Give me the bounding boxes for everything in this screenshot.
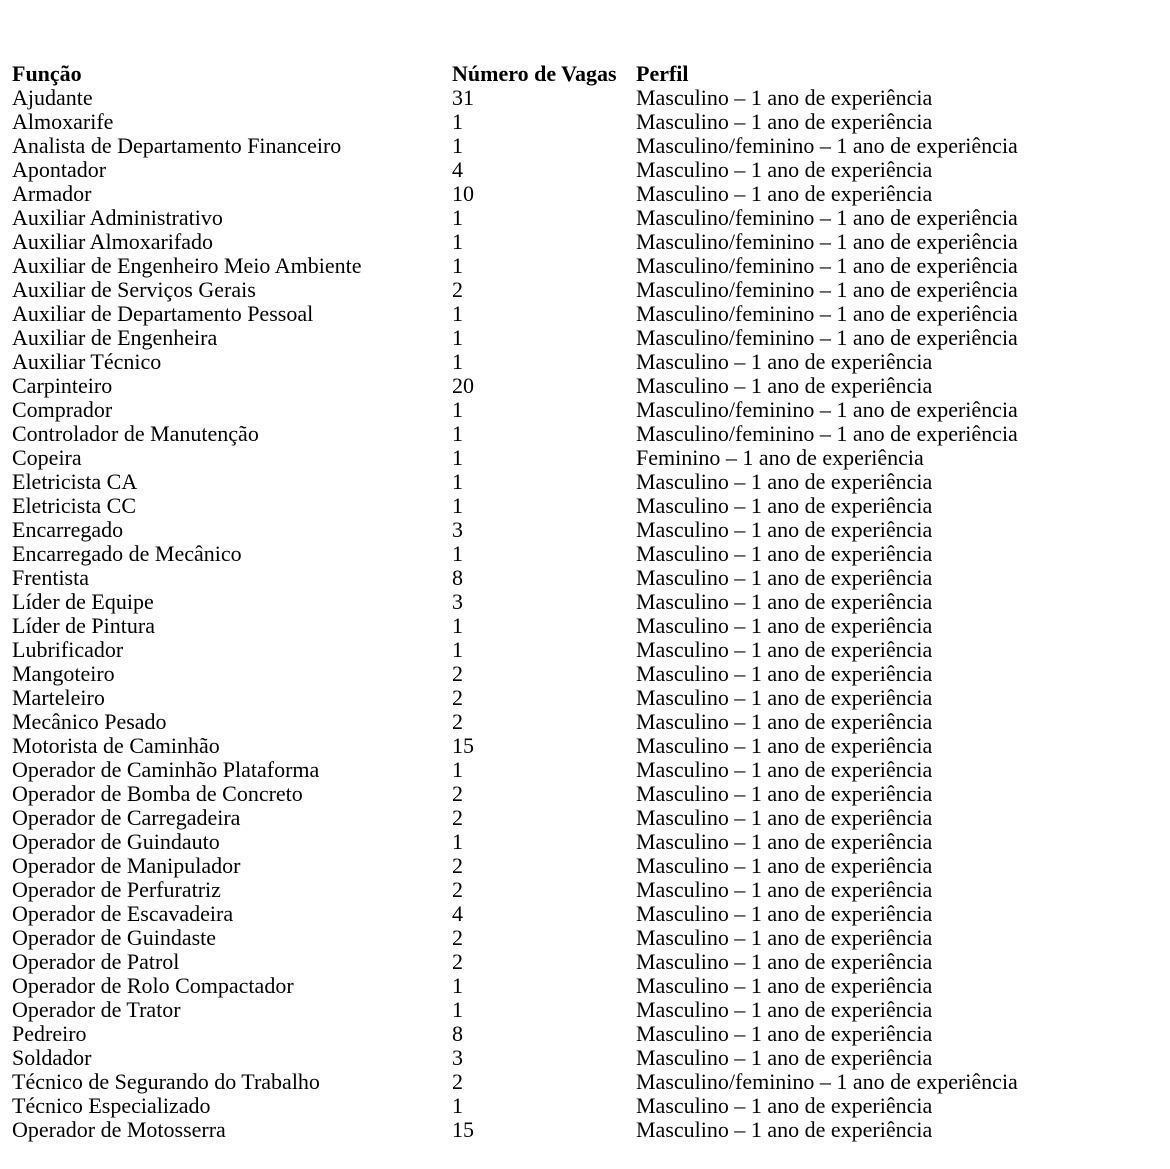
cell-numero-de-vagas: 1 [452,301,463,326]
cell-perfil: Masculino/feminino – 1 ano de experiência [636,421,1018,446]
cell-funcao: Auxiliar de Engenheiro Meio Ambiente [12,253,362,278]
cell-funcao: Ajudante [12,85,93,110]
table-row [12,326,1066,350]
cell-funcao: Controlador de Manutenção [12,421,259,446]
cell-perfil: Masculino – 1 ano de experiência [636,949,933,974]
cell-numero-de-vagas: 8 [452,1021,463,1046]
table-row [12,662,1066,686]
cell-funcao: Encarregado [12,517,124,542]
cell-numero-de-vagas: 1 [452,757,463,782]
table-row [12,86,1066,110]
table-row [12,518,1066,542]
cell-perfil: Masculino – 1 ano de experiência [636,925,933,950]
cell-funcao: Auxiliar de Engenheira [12,325,218,350]
cell-numero-de-vagas: 2 [452,949,463,974]
cell-perfil: Masculino – 1 ano de experiência [636,829,933,854]
cell-funcao: Operador de Bomba de Concreto [12,781,303,806]
cell-perfil: Masculino – 1 ano de experiência [636,493,933,518]
cell-numero-de-vagas: 2 [452,1069,463,1094]
cell-funcao: Operador de Motosserra [12,1117,226,1142]
table-row [12,590,1066,614]
cell-numero-de-vagas: 15 [452,1117,474,1142]
cell-numero-de-vagas: 1 [452,109,463,134]
table-row [12,230,1066,254]
table-row [12,902,1066,926]
cell-numero-de-vagas: 1 [452,325,463,350]
cell-perfil: Masculino – 1 ano de experiência [636,373,933,398]
cell-perfil: Masculino/feminino – 1 ano de experiência [636,205,1018,230]
cell-perfil: Masculino – 1 ano de experiência [636,661,933,686]
table-row [12,494,1066,518]
cell-perfil: Masculino – 1 ano de experiência [636,805,933,830]
cell-numero-de-vagas: 2 [452,925,463,950]
cell-numero-de-vagas: 3 [452,517,463,542]
cell-funcao: Operador de Patrol [12,949,180,974]
cell-funcao: Auxiliar de Serviços Gerais [12,277,256,302]
cell-funcao: Comprador [12,397,113,422]
table-row [12,734,1066,758]
cell-numero-de-vagas: 10 [452,181,474,206]
cell-funcao: Auxiliar Almoxarifado [12,229,214,254]
header-numero-de-vagas: Número de Vagas [452,61,617,86]
cell-numero-de-vagas: 1 [452,829,463,854]
cell-funcao: Analista de Departamento Financeiro [12,133,342,158]
table-row [12,638,1066,662]
table-row [12,566,1066,590]
cell-funcao: Operador de Carregadeira [12,805,241,830]
cell-perfil: Masculino/feminino – 1 ano de experiência [636,133,1018,158]
cell-funcao: Operador de Rolo Compactador [12,973,294,998]
cell-perfil: Masculino – 1 ano de experiência [636,349,933,374]
table-row [12,878,1066,902]
cell-numero-de-vagas: 4 [452,157,463,182]
table-row [12,374,1066,398]
cell-numero-de-vagas: 3 [452,1045,463,1070]
cell-numero-de-vagas: 20 [452,373,474,398]
table-row [12,806,1066,830]
table-body [12,86,1066,1142]
table-row [12,350,1066,374]
table-row [12,1070,1066,1094]
cell-perfil: Masculino/feminino – 1 ano de experiência [636,229,1018,254]
cell-perfil: Masculino – 1 ano de experiência [636,709,933,734]
cell-funcao: Líder de Pintura [12,613,155,638]
cell-perfil: Masculino – 1 ano de experiência [636,733,933,758]
cell-funcao: Líder de Equipe [12,589,154,614]
table-row [12,782,1066,806]
cell-perfil: Masculino – 1 ano de experiência [636,1117,933,1142]
table-row [12,422,1066,446]
cell-numero-de-vagas: 1 [452,229,463,254]
cell-numero-de-vagas: 2 [452,685,463,710]
cell-perfil: Masculino – 1 ano de experiência [636,1093,933,1118]
cell-perfil: Masculino – 1 ano de experiência [636,541,933,566]
cell-perfil: Masculino – 1 ano de experiência [636,613,933,638]
cell-numero-de-vagas: 15 [452,733,474,758]
cell-funcao: Operador de Trator [12,997,181,1022]
cell-funcao: Encarregado de Mecânico [12,541,242,566]
cell-funcao: Motorista de Caminhão [12,733,220,758]
cell-perfil: Masculino – 1 ano de experiência [636,469,933,494]
cell-numero-de-vagas: 2 [452,709,463,734]
cell-numero-de-vagas: 2 [452,877,463,902]
cell-numero-de-vagas: 1 [452,445,463,470]
cell-funcao: Eletricista CA [12,469,138,494]
header-perfil: Perfil [636,61,689,86]
table-row [12,1094,1066,1118]
cell-numero-de-vagas: 1 [452,973,463,998]
cell-numero-de-vagas: 2 [452,805,463,830]
table-row [12,1118,1066,1142]
cell-funcao: Operador de Guindaste [12,925,217,950]
cell-numero-de-vagas: 2 [452,853,463,878]
cell-numero-de-vagas: 2 [452,781,463,806]
cell-numero-de-vagas: 1 [452,637,463,662]
cell-perfil: Masculino/feminino – 1 ano de experiência [636,325,1018,350]
cell-perfil: Feminino – 1 ano de experiência [636,445,924,470]
cell-numero-de-vagas: 1 [452,421,463,446]
cell-perfil: Masculino – 1 ano de experiência [636,517,933,542]
table-header [12,62,1066,86]
cell-perfil: Masculino – 1 ano de experiência [636,685,933,710]
cell-perfil: Masculino – 1 ano de experiência [636,565,933,590]
cell-perfil: Masculino – 1 ano de experiência [636,781,933,806]
cell-numero-de-vagas: 31 [452,85,474,110]
cell-funcao: Carpinteiro [12,373,113,398]
table-row [12,614,1066,638]
cell-funcao: Lubrificador [12,637,124,662]
table-row [12,926,1066,950]
cell-perfil: Masculino – 1 ano de experiência [636,853,933,878]
cell-funcao: Operador de Caminhão Plataforma [12,757,320,782]
cell-perfil: Masculino – 1 ano de experiência [636,637,933,662]
cell-funcao: Frentista [12,565,89,590]
table-row [12,110,1066,134]
table-row [12,446,1066,470]
cell-perfil: Masculino – 1 ano de experiência [636,877,933,902]
table-row [12,542,1066,566]
cell-perfil: Masculino – 1 ano de experiência [636,181,933,206]
header-row [12,62,1066,86]
table-row [12,182,1066,206]
table-row [12,206,1066,230]
cell-numero-de-vagas: 4 [452,901,463,926]
cell-funcao: Técnico de Segurando do Trabalho [12,1069,320,1094]
cell-perfil: Masculino/feminino – 1 ano de experiência [636,1069,1018,1094]
table-row [12,398,1066,422]
cell-numero-de-vagas: 2 [452,661,463,686]
cell-funcao: Mecânico Pesado [12,709,167,734]
cell-numero-de-vagas: 1 [452,493,463,518]
table-row [12,686,1066,710]
table-row [12,1022,1066,1046]
table-row [12,758,1066,782]
cell-funcao: Almoxarife [12,109,114,134]
cell-numero-de-vagas: 1 [452,541,463,566]
cell-funcao: Operador de Manipulador [12,853,241,878]
cell-numero-de-vagas: 1 [452,469,463,494]
table-row [12,158,1066,182]
cell-numero-de-vagas: 1 [452,613,463,638]
header-funcao: Função [12,61,82,86]
cell-funcao: Soldador [12,1045,92,1070]
table-row [12,710,1066,734]
table-row [12,974,1066,998]
cell-funcao: Pedreiro [12,1021,87,1046]
cell-funcao: Auxiliar Técnico [12,349,162,374]
cell-funcao: Apontador [12,157,107,182]
cell-numero-de-vagas: 1 [452,997,463,1022]
table-row [12,998,1066,1022]
cell-funcao: Mangoteiro [12,661,115,686]
cell-numero-de-vagas: 1 [452,205,463,230]
cell-perfil: Masculino/feminino – 1 ano de experiência [636,397,1018,422]
cell-perfil: Masculino/feminino – 1 ano de experiência [636,277,1018,302]
table-row [12,470,1066,494]
cell-perfil: Masculino – 1 ano de experiência [636,757,933,782]
cell-funcao: Operador de Escavadeira [12,901,234,926]
cell-numero-de-vagas: 8 [452,565,463,590]
cell-numero-de-vagas: 1 [452,397,463,422]
cell-numero-de-vagas: 1 [452,349,463,374]
table-row [12,254,1066,278]
table-row [12,830,1066,854]
table-row [12,854,1066,878]
table-row [12,950,1066,974]
job-vacancies-table [12,62,1066,1142]
table-row [12,134,1066,158]
table-row [12,278,1066,302]
cell-perfil: Masculino – 1 ano de experiência [636,109,933,134]
table-row [12,302,1066,326]
cell-perfil: Masculino – 1 ano de experiência [636,157,933,182]
table-row [12,1046,1066,1070]
cell-perfil: Masculino – 1 ano de experiência [636,85,933,110]
cell-funcao: Copeira [12,445,82,470]
cell-perfil: Masculino – 1 ano de experiência [636,589,933,614]
cell-numero-de-vagas: 3 [452,589,463,614]
cell-funcao: Auxiliar de Departamento Pessoal [12,301,314,326]
cell-funcao: Armador [12,181,92,206]
cell-perfil: Masculino – 1 ano de experiência [636,997,933,1022]
cell-numero-de-vagas: 1 [452,253,463,278]
cell-funcao: Marteleiro [12,685,105,710]
cell-funcao: Auxiliar Administrativo [12,205,223,230]
cell-perfil: Masculino – 1 ano de experiência [636,901,933,926]
cell-perfil: Masculino/feminino – 1 ano de experiência [636,301,1018,326]
cell-perfil: Masculino – 1 ano de experiência [636,1045,933,1070]
cell-perfil: Masculino – 1 ano de experiência [636,1021,933,1046]
cell-funcao: Eletricista CC [12,493,137,518]
cell-funcao: Operador de Perfuratriz [12,877,221,902]
cell-perfil: Masculino/feminino – 1 ano de experiência [636,253,1018,278]
cell-perfil: Masculino – 1 ano de experiência [636,973,933,998]
cell-numero-de-vagas: 2 [452,277,463,302]
cell-funcao: Técnico Especializado [12,1093,211,1118]
cell-funcao: Operador de Guindauto [12,829,220,854]
cell-numero-de-vagas: 1 [452,1093,463,1118]
cell-numero-de-vagas: 1 [452,133,463,158]
